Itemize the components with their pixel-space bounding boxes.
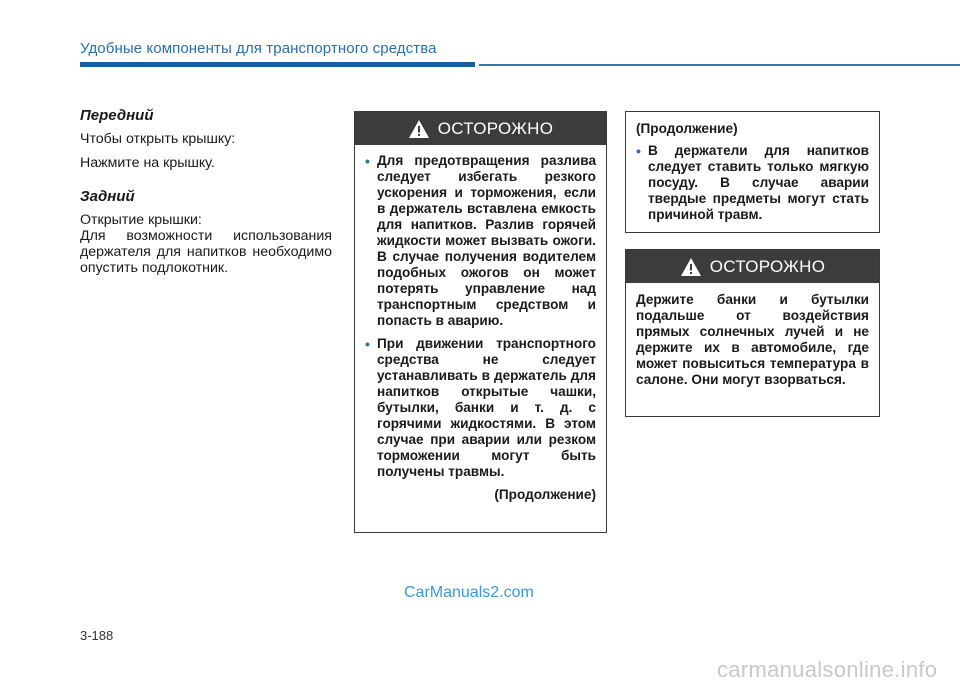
page-number: 3-188 <box>80 628 114 643</box>
section-title: Удобные компоненты для транспортного средства <box>80 40 437 57</box>
warning-triangle-icon <box>408 119 430 139</box>
header-rule-light <box>479 64 960 66</box>
warning-header <box>355 112 606 145</box>
header-rule-dark <box>80 62 475 67</box>
rear-instruction-2: Для возможности использования держателя для напитков необходимо опустить подлокотник. <box>80 228 332 276</box>
list-item <box>365 153 596 329</box>
bullet-dot-icon: • <box>636 143 641 159</box>
warning-header <box>626 250 879 283</box>
site-watermark: CarManuals2.com <box>404 584 534 601</box>
front-instruction-2: Нажмите на крышку. <box>80 155 215 171</box>
bullet-dot-icon: • <box>365 153 370 169</box>
continued-label: (Продолжение) <box>636 121 738 136</box>
warning-box-1-continued <box>625 111 880 233</box>
continued-label: (Продолжение) <box>494 487 596 502</box>
warning-box-2 <box>625 249 880 417</box>
front-heading: Передний <box>80 107 154 124</box>
left-column <box>80 108 332 276</box>
list-item <box>636 143 869 223</box>
warning-text: Держите банки и бутылки подальше от воздействия прямых солнечных лучей и не держите их в автомобиле, где может повыситься температура в салоне. Они могут взорваться. <box>636 292 869 387</box>
list-item <box>365 336 596 480</box>
footer-watermark: carmanualsonline.info <box>717 657 938 682</box>
front-instruction-1: Чтобы открыть крышку: <box>80 131 236 147</box>
warning-box-1 <box>354 111 607 533</box>
rear-instruction-1: Открытие крышки: <box>80 212 202 228</box>
warning-title: ОСТОРОЖНО <box>709 256 826 276</box>
warning-bullet-3: В держатели для напитков следует ставить только мягкую посуду. В случае аварии твердые предметы могут стать причиной травм. <box>648 143 869 222</box>
warning-bullet-2: При движении транспортного средства не следует устанавливать в держатель для напитков открытые чашки, бутылки, банки и т. д. с горячими жидкостями. В этом случае при аварии или резком торможении могут быть получены травмы. <box>377 336 596 479</box>
rear-heading: Задний <box>80 188 135 205</box>
warning-bullet-1: Для предотвращения разлива следует избегать резкого ускорения и торможения, если в держатель вставлена емкость для напитков. Разлив горячей жидкости может вызвать ожоги. В случае получения водителем подобных ожогов он может потерять управление над транспортным средством и попасть в аварию. <box>377 153 596 328</box>
bullet-dot-icon: • <box>365 336 370 352</box>
warning-triangle-icon <box>680 257 702 277</box>
warning-title: ОСТОРОЖНО <box>437 118 554 138</box>
